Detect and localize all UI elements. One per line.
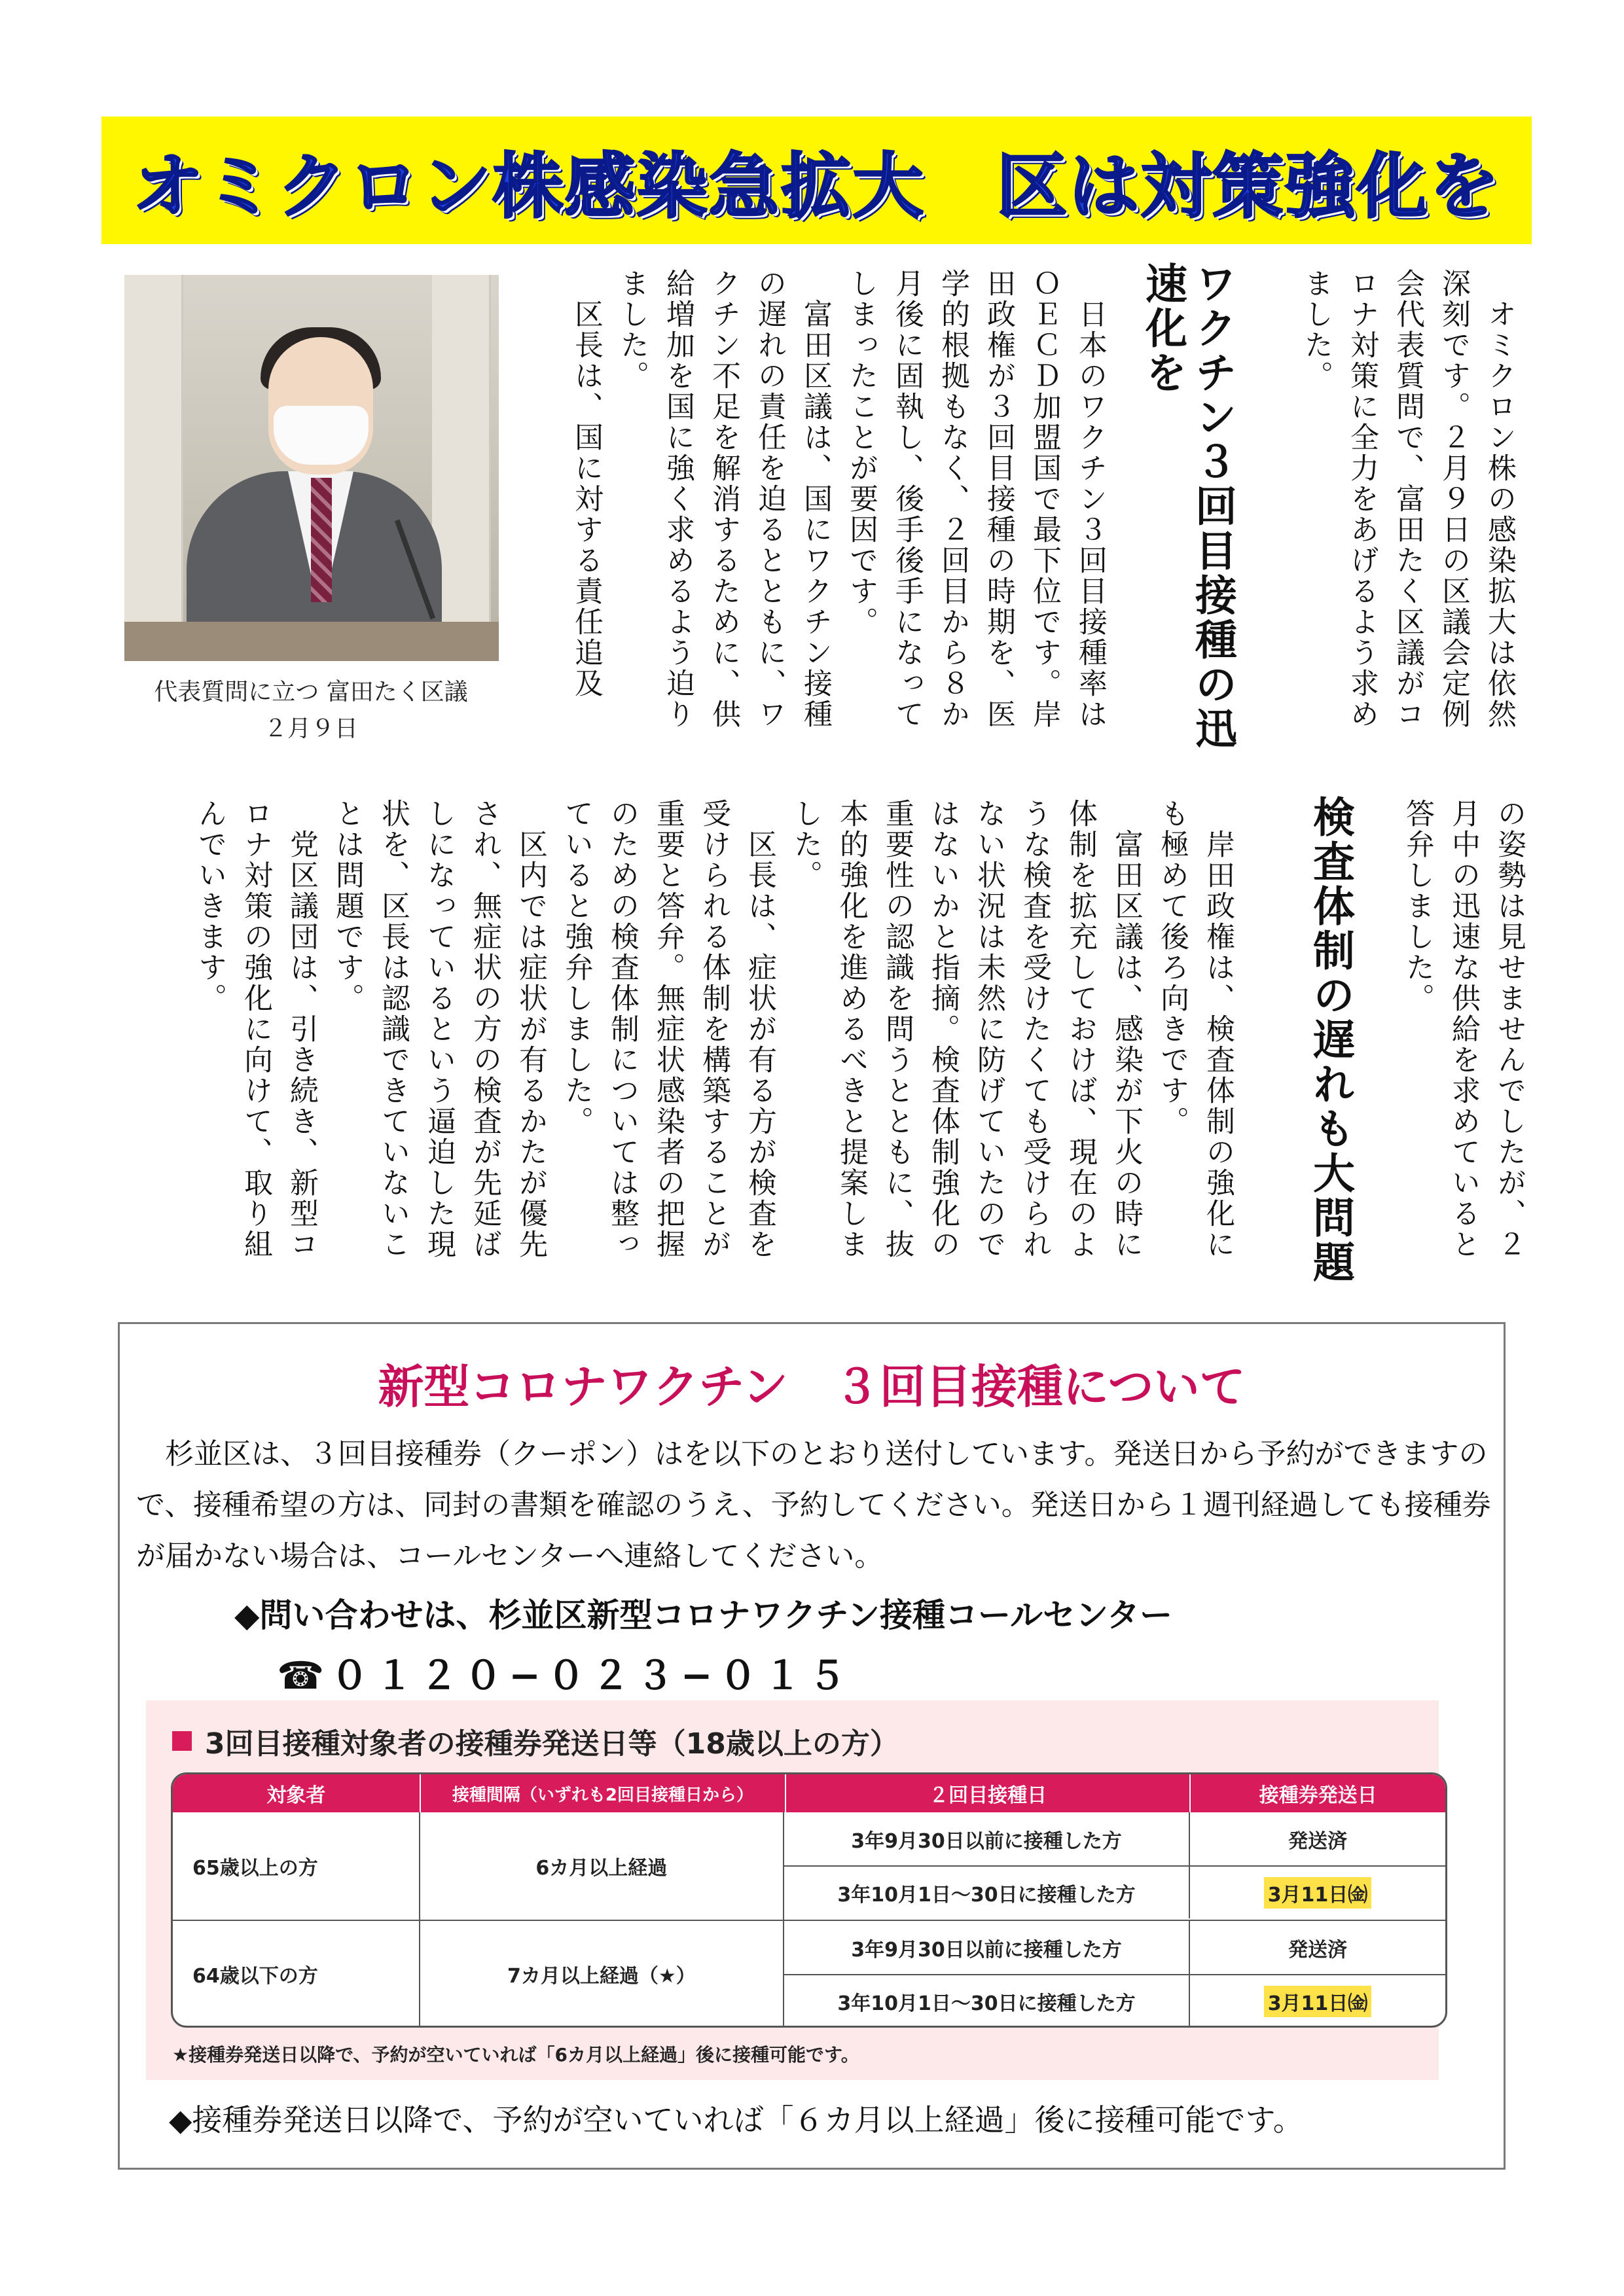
table-cell-interval: 7カ月以上経過（★） — [420, 1921, 784, 2027]
photo-caption-line1: 代表質問に立つ 富田たく区議 — [154, 679, 468, 706]
article-intro — [1244, 268, 1522, 753]
table-row — [784, 1812, 1445, 1865]
table-cell-second-dose: 3年10月1日〜30日に接種した方 — [784, 1975, 1190, 2027]
table-header-cell: ２回目接種日 — [786, 1774, 1191, 1812]
table-header-cell: 接種券発送日 — [1259, 1784, 1377, 1807]
table-row — [784, 1865, 1445, 1918]
article-testing-text — [98, 798, 1240, 1283]
table-cell-interval: 6カ月以上経過 — [420, 1812, 784, 1920]
table-cell-second-dose: 3年9月30日以前に接種した方 — [784, 1921, 1190, 1974]
table-header-cell: 対象者 — [173, 1774, 421, 1812]
info-contact: ◆問い合わせは、杉並区新型コロナワクチン接種コールセンター — [234, 1596, 1172, 1634]
heading-vaccine: ワクチン３回目接種の迅速化を — [1138, 262, 1236, 751]
send-date-highlight: 3月11日㈮ — [1264, 1986, 1372, 2017]
table-row — [784, 1974, 1445, 2027]
headline-banner — [101, 117, 1532, 244]
table-cell-send-date: 発送済 — [1288, 1829, 1347, 1853]
table-cell-target: 64歳以下の方 — [173, 1921, 420, 2027]
table-cell-target: 65歳以上の方 — [173, 1812, 420, 1920]
table-row-group — [173, 1920, 1445, 2027]
send-date-highlight: 3月11日㈮ — [1264, 1877, 1372, 1909]
article-vaccine-body: 日本のワクチン３回目接種率はＯＥＣＤ加盟国で最下位です。岸田政権が３回目接種の時期を、医学的根拠もなく、２回目から８か月後に固執し、後手後手になってしまったことが要因です。 富田区議は、国にワクチン接種の遅れの責任を迫るとともに、ワクチン不足を解消するために、供給増加を国に強く求めるよう迫りました。 区長は、国に対する責任追及 — [569, 268, 1107, 730]
photo-caption — [98, 674, 524, 747]
schedule-panel — [146, 1700, 1439, 2080]
table-cell-second-dose: 3年9月30日以前に接種した方 — [784, 1812, 1190, 1865]
article-continuation — [1362, 798, 1532, 1283]
heading-testing: 検査体制の遅れも大問題 — [1306, 795, 1354, 1285]
table-cell-second-dose: 3年10月1日〜30日に接種した方 — [784, 1867, 1190, 1918]
info-title: 新型コロナワクチン ３回目接種について — [378, 1360, 1246, 1414]
table-row — [784, 1921, 1445, 1974]
table-row-group — [173, 1812, 1445, 1920]
article-testing-body: 岸田政権は、検査体制の強化にも極めて後ろ向きです。 富田区議は、感染が下火の時に体制を拡充しておけば、現在のような検査を受けたくても受けられない状況は未然に防げていたのではないかと指摘。検査体制強化の重要性の認識を問うとともに、抜本的強化を進めるべきと提案しました。 区長は、症状が有る方が検査を受けられる体制を構築することが重要と答弁。無症状感染者の把握のための検査体制については整っていると強弁しました。 区内では症状が有るかたが優先され、無症状の方の検査が先延ばしになっているという逼迫した現状を、区長は認識できていないことは問題です。 党区議団は、引き続き、新型コロナ対策の強化に向けて、取り組んでいきます。 — [193, 798, 1235, 1260]
speaker-photo — [124, 275, 499, 661]
article-continuation-text: の姿勢は見せませんでしたが、２月中の迅速な供給を求めていると答弁しました。 — [1401, 798, 1526, 1260]
table-header-cell: 接種間隔（いずれも2回目接種日から） — [421, 1774, 786, 1812]
panel-title-text: 3回目接種対象者の接種券発送日等（18歳以上の方） — [205, 1727, 899, 1761]
photo-caption-line2: ２月９日 — [263, 715, 358, 742]
table-cell-send-date — [1190, 1975, 1445, 2027]
headline-title: オミクロン株感染急拡大 区は対策強化を — [132, 146, 1501, 228]
schedule-table — [171, 1772, 1447, 2028]
panel-title — [172, 1720, 899, 1762]
info-body: 杉並区は、３回目接種券（クーポン）はを以下のとおり送付しています。発送日から予約ができますので、接種希望の方は、同封の書類を確認のうえ、予約してください。発送日から１週刊経過しても接種券が届かない場合は、コールセンターへ連絡してください。 — [136, 1437, 1491, 1573]
panel-note: ★接種券発送日以降で、予約が空いていれば「6カ月以上経過」後に接種可能です。 — [172, 2044, 859, 2066]
article-vaccine-text — [543, 268, 1113, 753]
square-bullet-icon — [172, 1731, 192, 1751]
info-phone: ☎０１２０−０２３−０１５ — [277, 1653, 853, 1698]
table-cell-send-date: 発送済 — [1288, 1938, 1347, 1962]
vaccine-info-box — [118, 1322, 1506, 2170]
table-cell-send-date — [1190, 1867, 1445, 1918]
info-footer: ◆接種券発送日以降で、予約が空いていれば「６カ月以上経過」後に接種可能です。 — [169, 2102, 1303, 2138]
article-intro-text: オミクロン株の感染拡大は依然深刻です。２月９日の区議会定例会代表質問で、富田たく区議がコロナ対策に全力をあげるよう求めました。 — [1299, 268, 1516, 730]
table-header — [173, 1774, 1445, 1812]
